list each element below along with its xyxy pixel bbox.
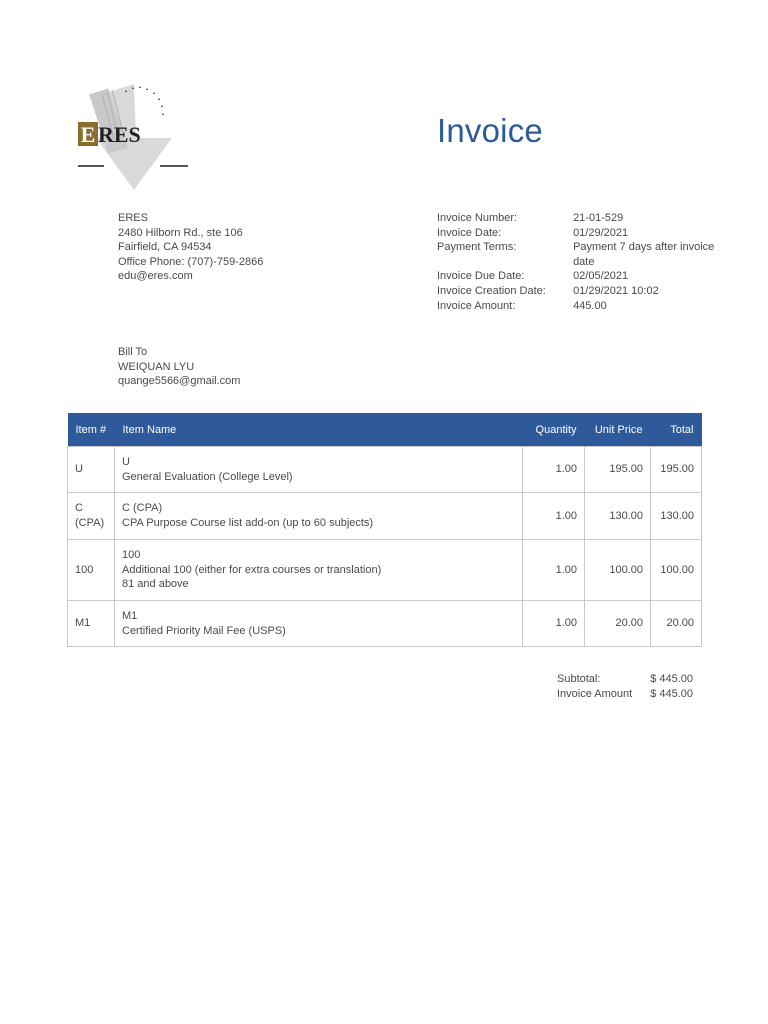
meta-row: [437, 284, 717, 299]
company-email: edu@eres.com: [118, 270, 193, 283]
cell-quantity: 1.00: [523, 540, 585, 601]
header-unit-price: Unit Price: [585, 413, 651, 447]
cell-item-name: [115, 493, 523, 540]
company-phone: Office Phone: (707)-759-2866: [118, 255, 264, 268]
meta-value: 01/29/2021 10:02: [573, 284, 659, 297]
cell-unit-price: 130.00: [585, 493, 651, 540]
cell-item-name: [115, 447, 523, 493]
item-description-extra: 81 and above: [122, 578, 189, 591]
meta-label: Invoice Due Date:: [437, 270, 525, 283]
table-row: [68, 601, 702, 647]
bill-to-label: Bill To: [118, 346, 148, 358]
meta-row: [437, 211, 717, 226]
table-header-row: [68, 413, 702, 447]
meta-row: [437, 226, 717, 241]
subtotal-label: Subtotal:: [557, 673, 601, 685]
meta-label: Invoice Amount:: [437, 299, 516, 312]
cell-item-no: U: [68, 447, 115, 493]
invoice-title: Invoice: [437, 112, 543, 149]
header-total: Total: [651, 413, 702, 447]
cell-item-no: C (CPA): [68, 493, 115, 540]
meta-label: Invoice Creation Date:: [437, 284, 546, 297]
meta-value: 02/05/2021: [573, 270, 629, 283]
company-info: [118, 211, 263, 284]
subtotal-row: [553, 672, 699, 687]
cell-total: 100.00: [651, 540, 702, 601]
cell-total: 20.00: [651, 601, 702, 647]
item-description: Certified Priority Mail Fee (USPS): [122, 624, 286, 637]
invoice-amount-value: $ 445.00: [650, 688, 694, 700]
line-items-table: [67, 413, 702, 647]
item-code: C (CPA): [122, 502, 163, 515]
meta-row: [437, 240, 717, 269]
meta-value: Payment 7 days after invoice date: [573, 241, 715, 268]
invoice-amount-label: Invoice Amount: [557, 688, 633, 700]
cell-item-name: [115, 540, 523, 601]
item-description: Additional 100 (either for extra courses or translation): [122, 563, 382, 576]
header-quantity: Quantity: [523, 413, 585, 447]
item-description: General Evaluation (College Level): [122, 470, 293, 483]
meta-label: Invoice Date:: [437, 226, 502, 239]
cell-item-no: M1: [68, 601, 115, 647]
cell-quantity: 1.00: [523, 493, 585, 540]
cell-unit-price: 20.00: [585, 601, 651, 647]
svg-text:RES: RES: [98, 122, 141, 147]
bill-to-email: quange5566@gmail.com: [118, 375, 241, 388]
meta-row: [437, 299, 717, 314]
meta-value: 01/29/2021: [573, 226, 629, 239]
cell-item-no: 100: [68, 540, 115, 601]
meta-value: 445.00: [573, 299, 607, 312]
item-code: U: [122, 455, 130, 468]
svg-text:E: E: [80, 122, 96, 147]
bill-to: [118, 345, 240, 389]
company-address-line2: Fairfield, CA 94534: [118, 241, 212, 254]
meta-label: Payment Terms:: [437, 241, 517, 254]
cell-quantity: 1.00: [523, 601, 585, 647]
item-description: CPA Purpose Course list add-on (up to 60 subjects): [122, 517, 374, 529]
bill-to-name: WEIQUAN LYU: [118, 360, 195, 373]
company-logo: [76, 80, 192, 196]
cell-item-name: [115, 601, 523, 647]
cell-total: 195.00: [651, 447, 702, 493]
meta-label: Invoice Number:: [437, 212, 518, 224]
header-item-name: Item Name: [115, 413, 523, 447]
item-code: 100: [122, 549, 141, 562]
cell-unit-price: 100.00: [585, 540, 651, 601]
header-item-no: Item #: [68, 413, 115, 447]
subtotal-value: $ 445.00: [650, 673, 694, 685]
item-code: M1: [122, 609, 138, 622]
meta-value: 21-01-529: [573, 212, 624, 224]
cell-quantity: 1.00: [523, 447, 585, 493]
table-row: [68, 540, 702, 601]
eres-logo-graphic: [76, 80, 192, 196]
totals-table: [553, 672, 699, 702]
table-row: [68, 447, 702, 493]
cell-unit-price: 195.00: [585, 447, 651, 493]
company-name: ERES: [118, 212, 148, 224]
meta-row: [437, 269, 717, 284]
company-address-line1: 2480 Hilborn Rd., ste 106: [118, 226, 243, 239]
invoice-amount-row: [553, 687, 699, 702]
invoice-meta-table: [437, 211, 717, 313]
cell-total: 130.00: [651, 493, 702, 540]
table-row: [68, 493, 702, 540]
